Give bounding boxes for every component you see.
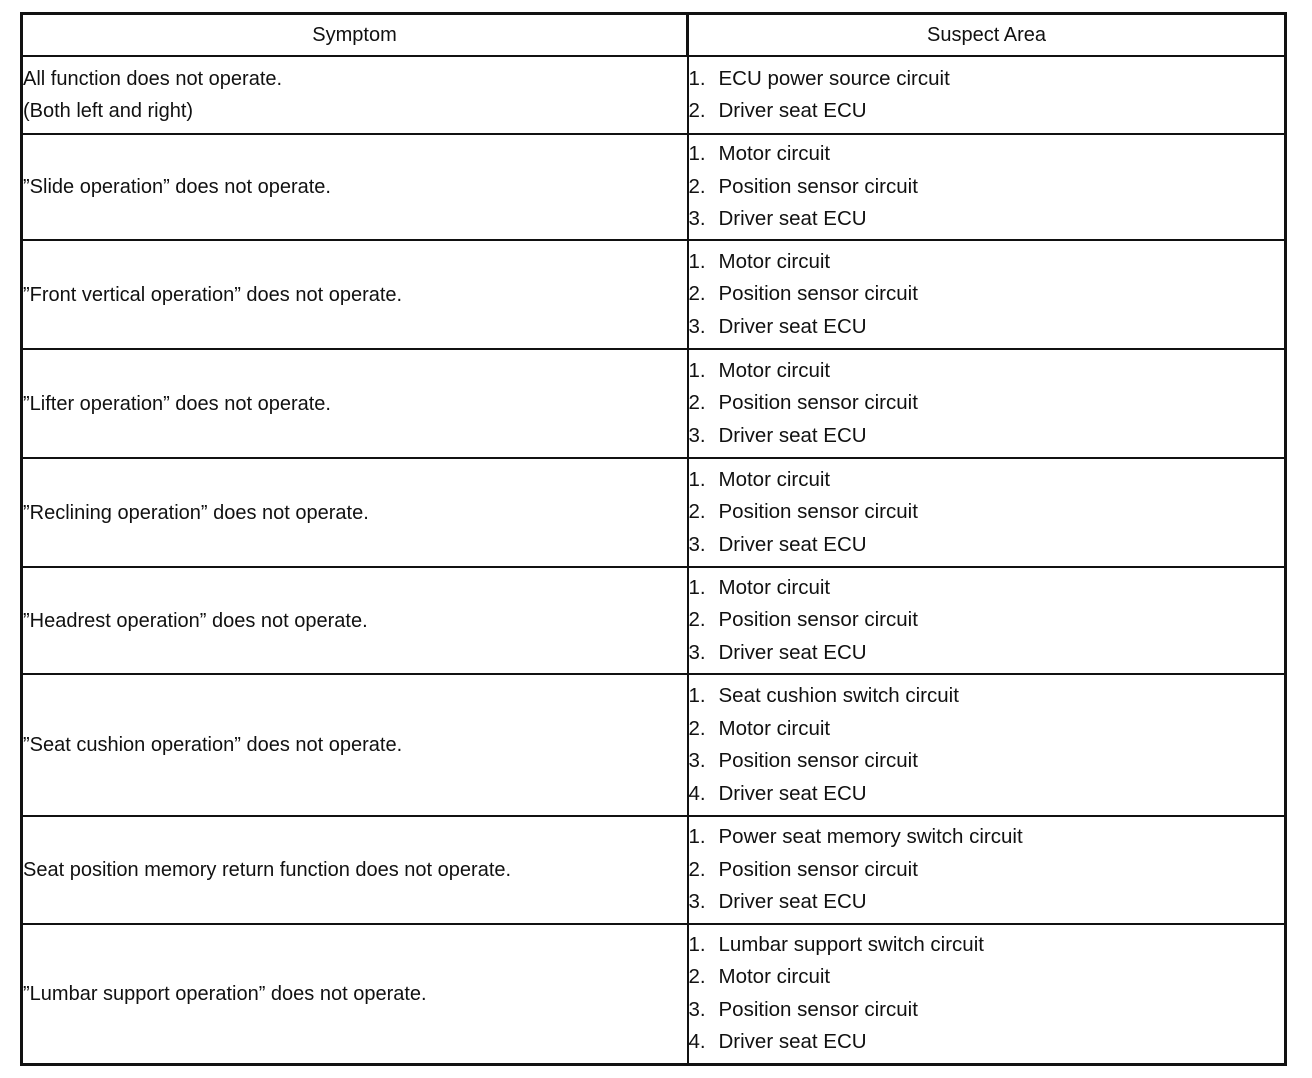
suspect-area-text: Position sensor circuit	[718, 174, 918, 198]
suspect-area-item	[689, 821, 1285, 854]
suspect-area-cell	[688, 134, 1286, 240]
suspect-area-text: Motor circuit	[718, 249, 831, 273]
suspect-area-item	[689, 1026, 1285, 1059]
suspect-area-item	[689, 63, 1285, 96]
suspect-area-number: 1.	[688, 358, 706, 382]
suspect-area-list	[689, 821, 1285, 919]
suspect-area-text: Driver seat ECU	[718, 423, 867, 447]
suspect-area-item	[689, 529, 1285, 562]
table-header	[22, 14, 1286, 57]
suspect-area-column-header: Suspect Area	[688, 14, 1286, 57]
suspect-area-list	[689, 572, 1285, 670]
suspect-area-number: 1.	[688, 467, 706, 491]
symptom-text: (Both left and right)	[23, 100, 194, 122]
suspect-area-text: Position sensor circuit	[718, 997, 918, 1021]
suspect-area-number: 1.	[688, 249, 706, 273]
suspect-area-text: Motor circuit	[718, 142, 831, 166]
symptom-cell	[22, 134, 688, 240]
suspect-area-cell	[688, 816, 1286, 924]
suspect-area-cell	[688, 674, 1286, 816]
symptom-text: ”Lumbar support operation” does not operate.	[23, 982, 427, 1005]
symptom-cell	[22, 349, 688, 458]
suspect-area-text: Driver seat ECU	[718, 1030, 867, 1054]
suspect-area-item	[689, 854, 1285, 887]
suspect-area-text: Driver seat ECU	[718, 99, 867, 122]
suspect-area-list	[689, 680, 1285, 810]
suspect-area-text: Seat cushion switch circuit	[718, 684, 959, 707]
symptom-cell	[22, 567, 688, 674]
symptom-cell	[22, 924, 688, 1064]
table-row	[22, 56, 1286, 134]
suspect-area-text: Position sensor circuit	[718, 391, 918, 415]
symptom-text: ”Slide operation” does not operate.	[23, 176, 331, 198]
suspect-area-list	[689, 355, 1285, 453]
suspect-area-item	[689, 420, 1285, 453]
suspect-area-cell	[688, 567, 1286, 674]
suspect-area-text: Driver seat ECU	[718, 207, 867, 231]
suspect-area-number: 1.	[688, 575, 706, 599]
suspect-area-text: Motor circuit	[718, 467, 831, 491]
suspect-area-text: Position sensor circuit	[718, 749, 918, 772]
suspect-area-text: Position sensor circuit	[718, 857, 918, 881]
suspect-area-item	[689, 95, 1285, 128]
suspect-area-cell	[688, 56, 1286, 134]
suspect-area-list	[689, 464, 1285, 562]
suspect-area-number: 3.	[688, 423, 706, 447]
table-row	[22, 567, 1286, 674]
suspect-area-number: 3.	[688, 532, 706, 556]
suspect-area-item	[689, 713, 1285, 746]
suspect-area-item	[689, 637, 1285, 670]
suspect-area-text: Driver seat ECU	[718, 314, 867, 338]
suspect-area-number: 1.	[688, 66, 706, 90]
table-row	[22, 240, 1286, 349]
suspect-area-item	[689, 138, 1285, 171]
symptom-text: ”Reclining operation” does not operate.	[23, 501, 369, 524]
suspect-area-number: 3.	[688, 207, 706, 231]
suspect-area-number: 2.	[688, 174, 706, 198]
suspect-area-item	[689, 246, 1285, 279]
suspect-area-item	[689, 355, 1285, 388]
suspect-area-text: Motor circuit	[718, 358, 831, 382]
suspect-area-text: Position sensor circuit	[718, 282, 918, 306]
suspect-area-item	[689, 496, 1285, 529]
table-row	[22, 924, 1286, 1064]
suspect-area-cell	[688, 924, 1286, 1064]
suspect-area-item	[689, 929, 1285, 962]
symptom-text: ”Front vertical operation” does not operate.	[23, 283, 403, 306]
table-row	[22, 349, 1286, 458]
symptom-text: ”Lifter operation” does not operate.	[23, 392, 331, 415]
table-row	[22, 134, 1286, 240]
suspect-area-number: 4.	[688, 781, 706, 805]
suspect-area-text: Motor circuit	[718, 716, 831, 740]
table-row	[22, 816, 1286, 924]
suspect-area-number: 2.	[688, 282, 706, 306]
suspect-area-item	[689, 311, 1285, 344]
header-row	[22, 14, 1286, 57]
symptom-text: Seat position memory return function does not operate.	[23, 859, 512, 881]
suspect-area-item	[689, 203, 1285, 236]
suspect-area-text: Driver seat ECU	[718, 890, 867, 914]
suspect-area-text: Position sensor circuit	[718, 608, 918, 632]
suspect-area-text: Driver seat ECU	[718, 640, 867, 664]
suspect-area-text: Motor circuit	[718, 965, 831, 989]
suspect-area-number: 2.	[688, 500, 706, 524]
symptom-cell	[22, 816, 688, 924]
suspect-area-cell	[688, 458, 1286, 567]
suspect-area-number: 2.	[688, 965, 706, 989]
suspect-area-item	[689, 994, 1285, 1027]
suspect-area-cell	[688, 240, 1286, 349]
suspect-area-list	[689, 929, 1285, 1059]
table-row	[22, 458, 1286, 567]
suspect-area-item	[689, 387, 1285, 420]
suspect-area-number: 2.	[688, 391, 706, 415]
suspect-area-number: 2.	[688, 99, 706, 122]
table-body	[22, 56, 1286, 1064]
suspect-area-text: ECU power source circuit	[718, 66, 950, 90]
suspect-area-cell	[688, 349, 1286, 458]
suspect-area-item	[689, 278, 1285, 311]
suspect-area-item	[689, 961, 1285, 994]
suspect-area-item	[689, 464, 1285, 497]
symptom-cell	[22, 240, 688, 349]
symptom-cell	[22, 56, 688, 134]
symptom-text: ”Seat cushion operation” does not operate.	[23, 734, 403, 756]
suspect-area-list	[689, 138, 1285, 236]
suspect-area-number: 2.	[688, 857, 706, 881]
suspect-area-number: 3.	[688, 890, 706, 914]
table-row	[22, 674, 1286, 816]
suspect-area-number: 1.	[688, 684, 706, 707]
suspect-area-number: 3.	[688, 749, 706, 772]
suspect-area-number: 1.	[688, 142, 706, 166]
suspect-area-text: Driver seat ECU	[718, 781, 867, 805]
suspect-area-list	[689, 63, 1285, 128]
suspect-area-text: Power seat memory switch circuit	[718, 825, 1023, 849]
symptom-cell	[22, 674, 688, 816]
suspect-area-text: Lumbar support switch circuit	[718, 932, 984, 956]
suspect-area-item	[689, 745, 1285, 778]
problem-symptoms-table	[20, 12, 1287, 1066]
suspect-area-item	[689, 680, 1285, 713]
suspect-area-number: 1.	[688, 932, 706, 956]
suspect-area-number: 2.	[688, 716, 706, 740]
symptom-column-header: Symptom	[22, 14, 688, 57]
suspect-area-number: 4.	[688, 1030, 706, 1054]
suspect-area-number: 3.	[688, 314, 706, 338]
suspect-area-text: Motor circuit	[718, 575, 831, 599]
suspect-area-item	[689, 886, 1285, 919]
suspect-area-item	[689, 171, 1285, 204]
symptom-text: ”Headrest operation” does not operate.	[23, 609, 368, 632]
symptom-cell	[22, 458, 688, 567]
suspect-area-number: 3.	[688, 640, 706, 664]
suspect-area-text: Driver seat ECU	[718, 532, 867, 556]
suspect-area-number: 3.	[688, 997, 706, 1021]
suspect-area-item	[689, 778, 1285, 811]
suspect-area-item	[689, 604, 1285, 637]
suspect-area-text: Position sensor circuit	[718, 500, 918, 524]
suspect-area-list	[689, 246, 1285, 344]
suspect-area-number: 1.	[688, 825, 706, 849]
suspect-area-number: 2.	[688, 608, 706, 632]
suspect-area-item	[689, 572, 1285, 605]
symptom-text: All function does not operate.	[23, 68, 283, 90]
